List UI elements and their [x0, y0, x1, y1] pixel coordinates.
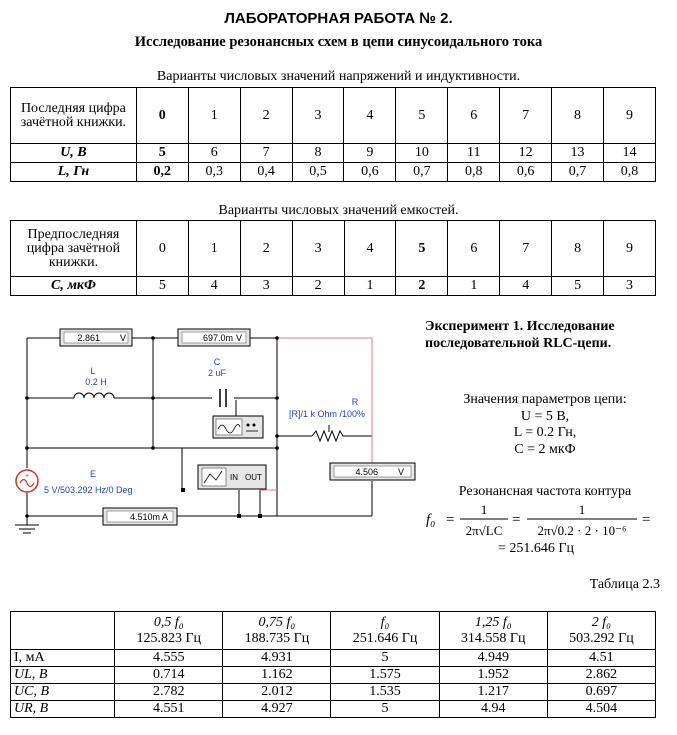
table1-digit: 9 — [604, 88, 656, 144]
u-value: 14 — [604, 144, 656, 163]
param-u: U = 5 В, — [520, 408, 570, 424]
table2-digit: 1 — [188, 221, 240, 277]
table1-digit: 6 — [448, 88, 500, 144]
table1-digit: 8 — [552, 88, 604, 144]
row-label-uc: UC, В — [11, 684, 115, 701]
l-value: 0,7 — [396, 163, 448, 182]
voltmeter-1-unit: V — [120, 333, 127, 343]
l-row-label: L, Гн — [11, 163, 137, 182]
formula-eq: = — [512, 512, 521, 528]
circuit-parameters — [430, 392, 660, 458]
row-label-ur: UR, В — [11, 701, 115, 718]
voltmeter-1-value: 2.861 — [77, 333, 100, 343]
freq-value: 125.823 Гц — [136, 630, 202, 646]
c-value: 1 — [448, 277, 500, 296]
table-cell: 1.162 — [223, 667, 331, 684]
voltmeter-3-unit: V — [398, 467, 405, 477]
u-value: 13 — [552, 144, 604, 163]
freq-multiplier: 2 f₀ — [591, 614, 612, 630]
freq-value: 314.558 Гц — [460, 630, 526, 646]
ac-source-icon — [16, 470, 38, 492]
inductor-name: L — [90, 366, 96, 376]
inductor-value: 0.2 H — [85, 377, 107, 387]
ground-symbol — [15, 516, 39, 533]
voltmeter-2-value: 697.0m — [202, 333, 233, 343]
formula-frac1-den: 2π√LC — [465, 523, 503, 538]
table-cell: 4.555 — [115, 650, 223, 667]
c-value: 1 — [344, 277, 396, 296]
c-value: 5 — [136, 277, 188, 296]
formula-frac2-num: 1 — [578, 502, 586, 517]
resonance-results-table — [10, 611, 656, 718]
l-value: 0,5 — [292, 163, 344, 182]
params-heading: Значения параметров цепи: — [463, 392, 627, 407]
u-value: 12 — [500, 144, 552, 163]
table-cell: 1.217 — [439, 684, 547, 701]
capacitance-table — [10, 220, 656, 296]
table3-caption: Таблица 2.3 — [589, 577, 660, 592]
table2-head-label: Предпоследняя цифра зачётной книжки. — [11, 221, 137, 277]
l-value: 0,2 — [136, 163, 188, 182]
svg-text:+: + — [24, 473, 30, 480]
table2-caption: Варианты числовых значений емкостей. — [218, 203, 459, 218]
table1-digit: 1 — [188, 88, 240, 144]
table2-digit: 7 — [500, 221, 552, 277]
table1-caption: Варианты числовых значений напряжений и индуктивности. — [156, 69, 521, 84]
c-row-label: С, мкФ — [11, 277, 137, 296]
ammeter-unit: A — [162, 512, 169, 522]
table2-digit: 4 — [344, 221, 396, 277]
table-cell: 4.931 — [223, 650, 331, 667]
potentiometer-icon — [312, 425, 346, 441]
l-value: 0,3 — [188, 163, 240, 182]
l-value: 0,8 — [604, 163, 656, 182]
l-value: 0,7 — [552, 163, 604, 182]
table-cell: 5 — [331, 650, 439, 667]
table2-digit: 5 — [396, 221, 448, 277]
table2-digit: 3 — [292, 221, 344, 277]
table-cell: 4.949 — [439, 650, 547, 667]
formula-frac2-den: 2π√0.2 · 2 · 10⁻⁶ — [537, 523, 627, 538]
freq-value: 503.292 Гц — [569, 630, 634, 646]
table1-digit: 3 — [292, 88, 344, 144]
formula-f0: f₀ — [426, 512, 436, 528]
u-value: 6 — [188, 144, 240, 163]
l-value: 0,4 — [240, 163, 292, 182]
bode-out-label: OUT — [245, 473, 262, 482]
table-cell: 0.697 — [547, 684, 655, 701]
voltage-inductance-table — [10, 87, 656, 182]
c-value: 3 — [604, 277, 656, 296]
freq-column-header — [115, 612, 223, 650]
table-cell: 4.927 — [223, 701, 331, 718]
source-name: E — [90, 469, 97, 479]
c-value: 4 — [500, 277, 552, 296]
resistor-name: R — [351, 397, 359, 407]
freq-multiplier: 1,25 f₀ — [474, 614, 512, 630]
table2-digit: 9 — [604, 221, 656, 277]
row-label-current: I, мА — [11, 650, 115, 667]
freq-multiplier: f₀ — [380, 614, 390, 630]
rlc-circuit-diagram — [0, 318, 420, 538]
u-value: 10 — [396, 144, 448, 163]
u-value: 9 — [344, 144, 396, 163]
table1-digit: 0 — [136, 88, 188, 144]
table3-corner — [11, 612, 115, 650]
table1-digit: 7 — [500, 88, 552, 144]
c-value: 4 — [188, 277, 240, 296]
voltmeter-3-value: 4.506 — [355, 467, 378, 477]
inductor-icon — [74, 393, 114, 398]
freq-value: 188.735 Гц — [244, 630, 310, 646]
freq-multiplier: 0,5 f₀ — [153, 614, 184, 630]
bode-in-label: IN — [230, 473, 238, 482]
u-row-label: U, В — [11, 144, 137, 163]
bode-terminals — [181, 488, 262, 518]
page-title: ЛАБОРАТОРНАЯ РАБОТА № 2. — [224, 10, 453, 27]
source-value: 5 V/503.292 Hz/0 Deg — [44, 485, 133, 495]
freq-column-header — [223, 612, 331, 650]
table1-head-label: Последняя цифра зачётной книжки. — [11, 88, 137, 144]
freq-column-header — [547, 612, 655, 650]
table1-digit: 5 — [396, 88, 448, 144]
ammeter-value: 4.510m — [129, 512, 160, 522]
l-value: 0,8 — [448, 163, 500, 182]
table-cell: 0.714 — [115, 667, 223, 684]
table1-digit: 4 — [344, 88, 396, 144]
table-cell: 4.551 — [115, 701, 223, 718]
formula-eq: = — [446, 512, 455, 528]
table-cell: 2.012 — [223, 684, 331, 701]
capacitor-value: 2 uF — [207, 368, 227, 378]
l-value: 0,6 — [500, 163, 552, 182]
voltmeter-2-unit: V — [236, 333, 243, 343]
freq-multiplier: 0,75 f₀ — [258, 614, 296, 630]
table2-digit: 6 — [448, 221, 500, 277]
l-value: 0,6 — [344, 163, 396, 182]
table-cell: 4.51 — [547, 650, 655, 667]
c-value: 2 — [292, 277, 344, 296]
freq-column-header — [439, 612, 547, 650]
c-value: 3 — [240, 277, 292, 296]
oscilloscope-icon — [213, 416, 263, 438]
table2-digit: 0 — [136, 221, 188, 277]
capacitor-name: C — [213, 357, 221, 367]
param-c: C = 2 мкФ — [514, 441, 576, 457]
table-cell: 1.535 — [331, 684, 439, 701]
formula-frac1-num: 1 — [480, 502, 488, 517]
freq-column-header — [331, 612, 439, 650]
c-value: 2 — [396, 277, 448, 296]
resistor-value: [R]/1 k Ohm /100% — [288, 409, 366, 419]
freq-value: 251.646 Гц — [352, 630, 418, 646]
formula-eq: = — [642, 512, 651, 528]
table-cell: 2.862 — [547, 667, 655, 684]
table2-digit: 8 — [552, 221, 604, 277]
u-value: 5 — [136, 144, 188, 163]
row-label-ul: UL, В — [11, 667, 115, 684]
u-value: 7 — [240, 144, 292, 163]
capacitor-icon — [220, 389, 226, 407]
table-cell: 4.94 — [439, 701, 547, 718]
resonant-frequency-heading: Резонансная частота контура — [458, 484, 632, 499]
table-cell: 1.952 — [439, 667, 547, 684]
table2-digit: 2 — [240, 221, 292, 277]
resonance-formula — [424, 498, 674, 558]
param-l: L = 0.2 Гн, — [513, 425, 577, 440]
table-cell: 2.782 — [115, 684, 223, 701]
table-cell: 1.575 — [331, 667, 439, 684]
u-value: 11 — [448, 144, 500, 163]
formula-result: = 251.646 Гц — [498, 541, 574, 556]
c-value: 5 — [552, 277, 604, 296]
table1-digit: 2 — [240, 88, 292, 144]
u-value: 8 — [292, 144, 344, 163]
table-cell: 5 — [331, 701, 439, 718]
table-cell: 4.504 — [547, 701, 655, 718]
page-subtitle: Исследование резонансных схем в цепи синусоидального тока — [134, 34, 543, 50]
experiment-title: Эксперимент 1. Исследование последовательной RLC-цепи. — [425, 319, 615, 351]
